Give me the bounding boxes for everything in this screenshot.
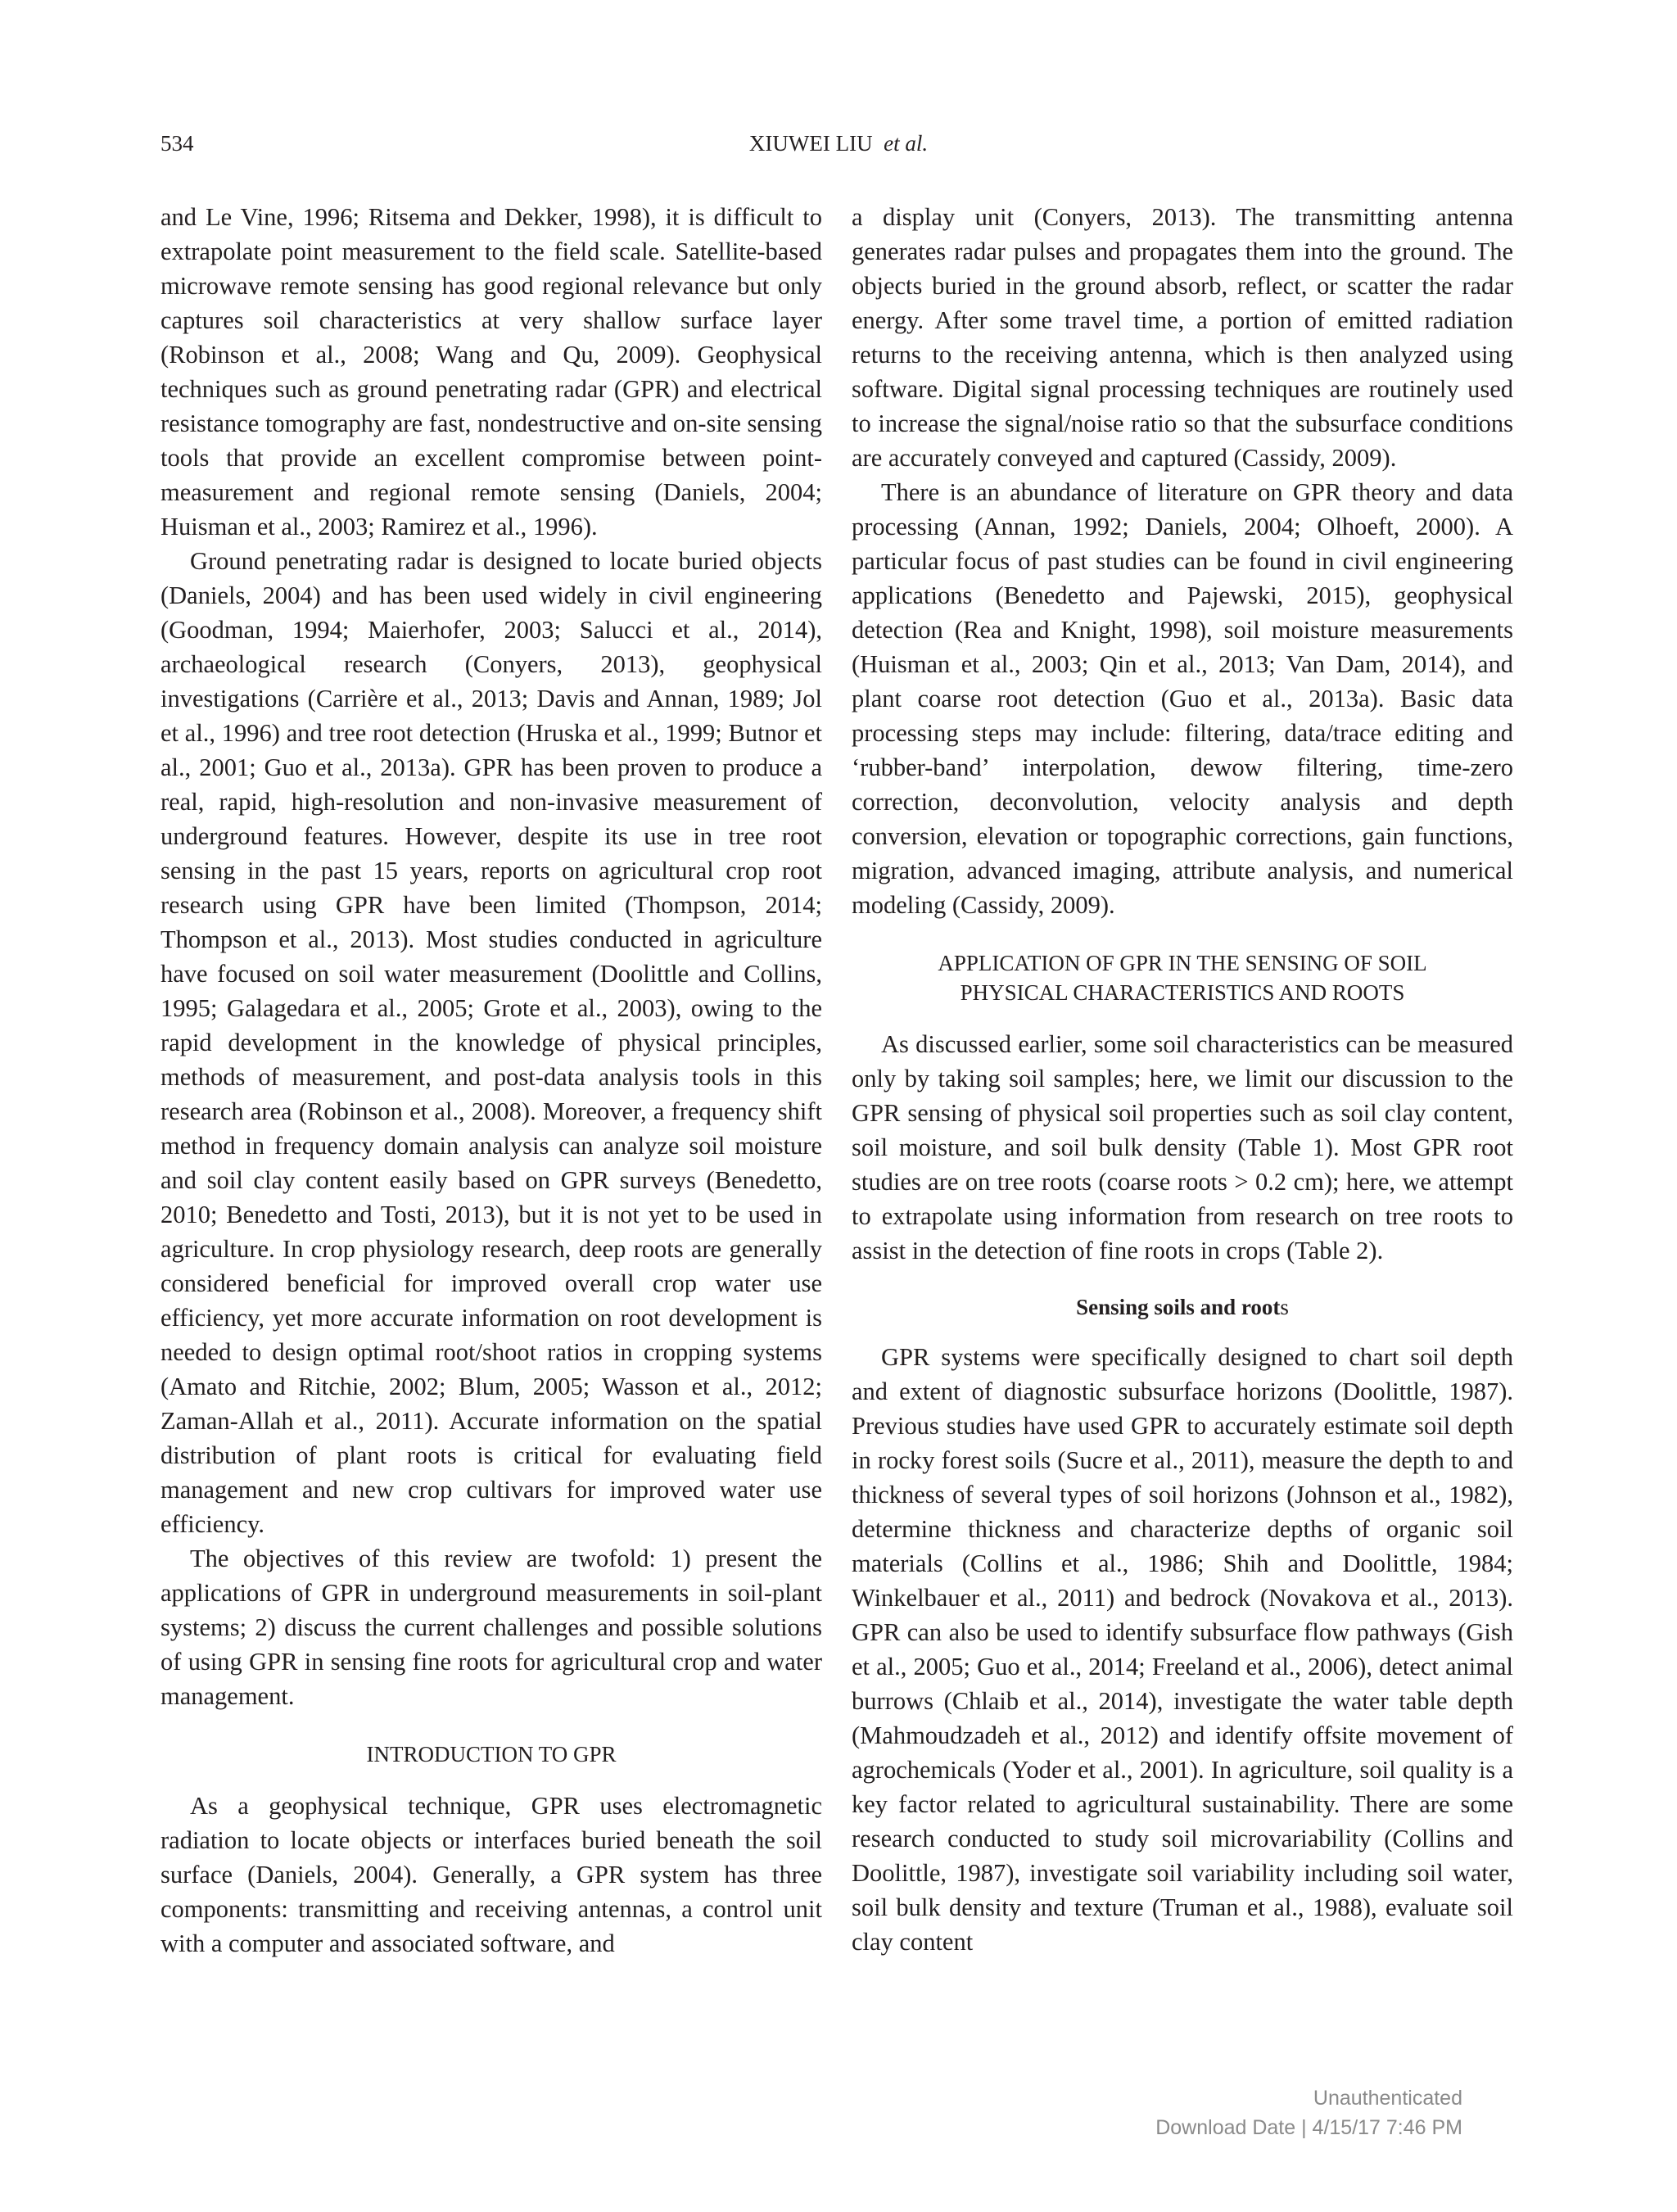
running-title bbox=[0, 131, 1677, 156]
subsection-heading-bold: Sensing soils and root bbox=[1076, 1295, 1281, 1319]
paragraph: The objectives of this review are twofold: 1) present the applications of GPR in underground measurements in soil-plant systems; 2) discuss the current challenges and possible solutions of using GPR in sensing fine roots for agricultural crop and water management. bbox=[160, 1545, 822, 1710]
watermark-line: Unauthenticated bbox=[1313, 2087, 1462, 2110]
paragraph: a display unit (Conyers, 2013). The transmitting antenna generates radar pulses and propagates them into the ground. The objects buried in the ground absorb, reflect, or scatter the radar energy. After some travel time, a portion of emitted radiation returns to the receiving antenna, which is then analyzed using software. Digital signal processing techniques are routinely used to increase the signal/noise ratio so that the subsurface conditions are accurately conveyed and captured (Cassidy, 2009). bbox=[852, 203, 1513, 472]
section-heading-line: PHYSICAL CHARACTERISTICS AND ROOTS bbox=[960, 980, 1405, 1005]
section-heading-application bbox=[852, 948, 1513, 1007]
download-watermark bbox=[1155, 2083, 1462, 2142]
watermark-line: Download Date | 4/15/17 7:46 PM bbox=[1155, 2116, 1462, 2139]
running-title-author: XIUWEI LIU bbox=[748, 131, 873, 156]
page-number: 534 bbox=[160, 131, 194, 156]
paragraph: There is an abundance of literature on GPR theory and data processing (Annan, 1992; Daniels, 2004; Olhoeft, 2000). A particular focus of past studies can be found in civil engineering applications (Benedetto and Pajewski, 2015), geophysical detection (Rea and Knight, 1998), soil moisture measurements (Huisman et al., 2003; Qin et al., 2013; Van Dam, 2014), and plant coarse root detection (Guo et al., 2013a). Basic data processing steps may include: filtering, data/trace editing and ‘rubber-band’ interpolation, dewow filtering, time-zero correction, deconvolution, velocity analysis and depth conversion, elevation or topographic corrections, gain functions, migration, advanced imaging, attribute analysis, and numerical modeling (Cassidy, 2009). bbox=[852, 478, 1513, 919]
subsection-heading-sensing bbox=[852, 1292, 1513, 1322]
left-column bbox=[160, 200, 822, 1961]
section-heading-line: APPLICATION OF GPR IN THE SENSING OF SOIL bbox=[938, 951, 1427, 975]
paragraph: As discussed earlier, some soil characteristics can be measured only by taking soil samples; here, we limit our discussion to the GPR sensing of physical soil properties such as soil clay content, soil moisture, and soil bulk density (Table 1). Most GPR root studies are on tree roots (coarse roots > 0.2 cm); here, we attempt to extrapolate using information from research on tree roots to assist in the detection of fine roots in crops (Table 2). bbox=[852, 1030, 1513, 1264]
running-title-etal: et al. bbox=[884, 131, 929, 156]
paragraph: Ground penetrating radar is designed to locate buried objects (Daniels, 2004) and has been used widely in civil engineering (Goodman, 1994; Maierhofer, 2003; Salucci et al., 2014), archaeological research (Conyers, 2013), geophysical investigations (Carrière et al., 2013; Davis and Annan, 1989; Jol et al., 1996) and tree root detection (Hruska et al., 1999; Butnor et al., 2001; Guo et al., 2013a). GPR has been proven to produce a real, rapid, high-resolution and non-invasive measurement of underground features. However, despite its use in tree root sensing in the past 15 years, reports on agricultural crop root research using GPR have been limited (Thompson, 2014; Thompson et al., 2013). Most studies conducted in agriculture have focused on soil water measurement (Doolittle and Collins, 1995; Galagedara et al., 2005; Grote et al., 2003), owing to the rapid development in the knowledge of physical principles, methods of measurement, and post-data analysis tools in this research area (Robinson et al., 2008). Moreover, a frequency shift method in frequency domain analysis can analyze soil moisture and soil clay content easily based on GPR surveys (Benedetto, 2010; Benedetto and Tosti, 2013), but it is not yet to be used in agriculture. In crop physiology research, deep roots are generally considered beneficial for improved overall crop water use efficiency, yet more accurate information on root development is needed to design optimal root/shoot ratios in cropping systems (Amato and Ritchie, 2002; Blum, 2005; Wasson et al., 2012; Zaman-Allah et al., 2011). Accurate information on the spatial distribution of plant roots is critical for evaluating field management and new crop cultivars for improved water use efficiency. bbox=[160, 547, 822, 1538]
section-heading-introduction: INTRODUCTION TO GPR bbox=[366, 1742, 617, 1766]
page-header bbox=[0, 131, 1677, 164]
paragraph: and Le Vine, 1996; Ritsema and Dekker, 1998), it is difficult to extrapolate point measurement to the field scale. Satellite-based microwave remote sensing has good regional relevance but only captures soil characteristics at very shallow surface layer (Robinson et al., 2008; Wang and Qu, 2009). Geophysical techniques such as ground penetrating radar (GPR) and electrical resistance tomography are fast, nondestructive and on-site sensing tools that provide an excellent compromise between point-measurement and regional remote sensing (Daniels, 2004; Huisman et al., 2003; Ramirez et al., 1996). bbox=[160, 203, 823, 541]
right-column bbox=[852, 200, 1513, 1959]
paragraph: GPR systems were specifically designed to chart soil depth and extent of diagnostic subsurface horizons (Doolittle, 1987). Previous studies have used GPR to accurately estimate soil depth in rocky forest soils (Sucre et al., 2011), measure the depth to and thickness of several types of soil horizons (Johnson et al., 1982), determine thickness and characterize depths of organic soil materials (Collins et al., 1986; Shih and Doolittle, 1984; Winkelbauer et al., 2011) and bedrock (Novakova et al., 2013). GPR can also be used to identify subsurface flow pathways (Gish et al., 2005; Guo et al., 2014; Freeland et al., 2006), detect animal burrows (Chlaib et al., 2014), investigate the water table depth (Mahmoudzadeh et al., 2012) and identify offsite movement of agrochemicals (Yoder et al., 2001). In agriculture, soil quality is a key factor related to agricultural sustainability. There are some research conducted to study soil microvariability (Collins and Doolittle, 1987), investigate soil variability including soil water, soil bulk density and texture (Truman et al., 1988), evaluate soil clay content bbox=[852, 1343, 1513, 1956]
subsection-heading-tail: s bbox=[1280, 1295, 1289, 1319]
paragraph: As a geophysical technique, GPR uses electromagnetic radiation to locate objects or interfaces buried beneath the soil surface (Daniels, 2004). Generally, a GPR system has three components: transmitting and receiving antennas, a control unit with a computer and associated software, and bbox=[160, 1792, 822, 1957]
